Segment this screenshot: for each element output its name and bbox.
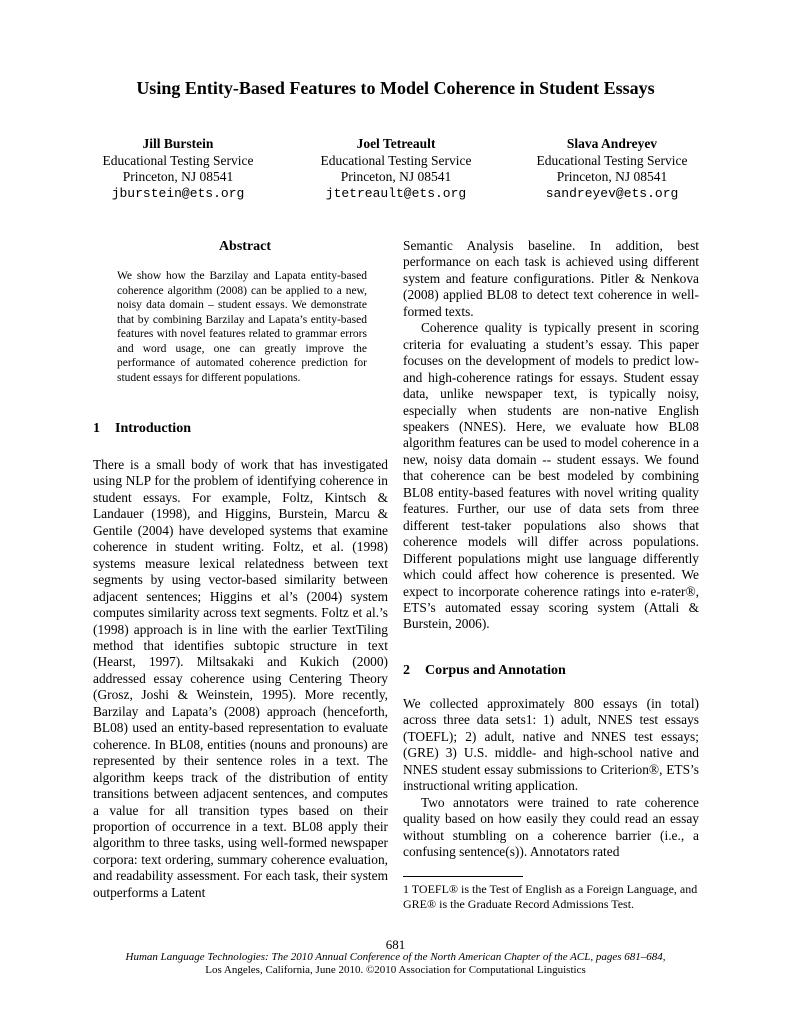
right-column-body <box>403 238 699 633</box>
section-2-body <box>403 696 699 861</box>
intro-paragraph-1: There is a small body of work that has investigated using NLP for the problem of identifying coherence in student essays. For example, Foltz, Kintsch & Landauer (1998), and Higgins, Burstein, Marcu & Gentile (2004) have developed systems that examine coherence in student writing. Foltz, et al. (1998) systems measure lexical relatedness between text segments by using vector-based similarity between adjacent sentences; Higgins et al’s (2004) system computes similarity across text segments. Foltz et al.’s (1998) approach is in line with the earlier TextTiling method that identifies subtopic structure in text (Hearst, 1997). Miltsakaki and Kukich (2000) addressed essay coherence using Centering Theory (Grosz, Joshi & Weinstein, 1995). More recently, Barzilay and Lapata’s (2008) approach (henceforth, BL08) used an entity-based representation to evaluate coherence. In BL08, entities (nouns and pronouns) are represented by their sentence roles in a text. The algorithm keeps track of the distribution of entity transitions between adjacent sentences, and computes a value for all transition types based on their proportion of occurrence in a text. BL08 apply their algorithm to three tasks, using well-formed newspaper corpora: text ordering, summary coherence evaluation, and readability assessment. For each task, their system outperforms a Latent <box>93 457 388 900</box>
intro-paragraph-1-continued: Semantic Analysis baseline. In addition, best performance on each task is achieved using different system and feature configurations. Pitler & Nenkova (2008) applied BL08 to detect text coherence in well-formed texts. <box>403 238 699 319</box>
footnote: 1 TOEFL® is the Test of English as a Foreign Language, and GRE® is the Graduate Record Admissions Test. <box>403 882 698 911</box>
author-block-2 <box>296 136 496 202</box>
corpus-paragraph-2: Two annotators were trained to rate coherence quality based on how easily they could read an essay without stumbling on a coherence barrier (i.e., a confusing sentence(s)). Annotators rated <box>403 794 699 860</box>
abstract-text: We show how the Barzilay and Lapata entity-based coherence algorithm (2008) can be applied to a new, noisy data domain – student essays. We demonstrate that by combining Barzilay and Lapata’s entity-based features with novel features related to grammar errors and word usage, one can greatly improve the performance of automated coherence prediction for student essays for different populations. <box>117 270 367 384</box>
author-name: Slava Andreyev <box>566 136 658 151</box>
section-title: Corpus and Annotation <box>425 663 566 678</box>
conference-line-1: Human Language Technologies: The 2010 Annual Conference of the North American Chapter of the ACL, pages 681–684, <box>125 951 666 963</box>
author-affiliation: Educational Testing Service <box>536 152 688 168</box>
author-name: Jill Burstein <box>142 136 214 151</box>
author-address: Princeton, NJ 08541 <box>340 169 452 184</box>
author-email: jburstein@ets.org <box>111 185 245 201</box>
left-column-body <box>93 457 388 901</box>
paper-title: Using Entity-Based Features to Model Coherence in Student Essays <box>136 78 655 98</box>
section-2-heading <box>403 663 566 679</box>
footnote-divider <box>403 876 523 877</box>
author-email: jtetreault@ets.org <box>325 185 467 201</box>
author-email: sandreyev@ets.org <box>545 185 679 201</box>
author-address: Princeton, NJ 08541 <box>556 169 668 184</box>
section-number: 2 <box>403 663 410 678</box>
page-number: 681 <box>385 937 406 952</box>
author-affiliation: Educational Testing Service <box>320 152 472 168</box>
author-block-3 <box>512 136 712 202</box>
abstract-heading: Abstract <box>218 239 272 254</box>
section-number: 1 <box>93 421 100 436</box>
author-block-1 <box>78 136 278 202</box>
section-title: Introduction <box>115 421 191 436</box>
conference-line-2: Los Angeles, California, June 2010. ©2010 Association for Computational Linguistics <box>205 964 586 976</box>
intro-paragraph-2: Coherence quality is typically present in scoring criteria for evaluating a student’s essay. This paper focuses on the development of models to predict low-and high-coherence ratings for essays. Student essay data, unlike newspaper text, is typically noisy, especially when students are non-native English speakers (NNES). Here, we evaluate how BL08 algorithm features can be used to model coherence in a new, noisy data domain -- student essays. We found that coherence can be best modeled by combining BL08 entity-based features with novel writing quality features. Further, our use of data sets from three different test-taker populations also shows that coherence models will differ across populations. Different populations might use language differently which could affect how coherence is presented. We expect to incorporate coherence ratings into e-rater®, ETS’s automated essay scoring system (Attali & Burstein, 2006). <box>403 320 699 632</box>
corpus-paragraph-1: We collected approximately 800 essays (in total) across three data sets1: 1) adult, NNES test essays (TOEFL); 2) adult, native and NNES test essays; (GRE) 3) U.S. middle- and high-school native and NNES student essay submissions to Criterion®, ETS’s instructional writing application. <box>403 696 699 794</box>
author-name: Joel Tetreault <box>356 136 436 151</box>
conference-footer <box>0 951 791 977</box>
section-1-heading <box>93 421 191 437</box>
author-affiliation: Educational Testing Service <box>102 152 254 168</box>
author-address: Princeton, NJ 08541 <box>122 169 234 184</box>
